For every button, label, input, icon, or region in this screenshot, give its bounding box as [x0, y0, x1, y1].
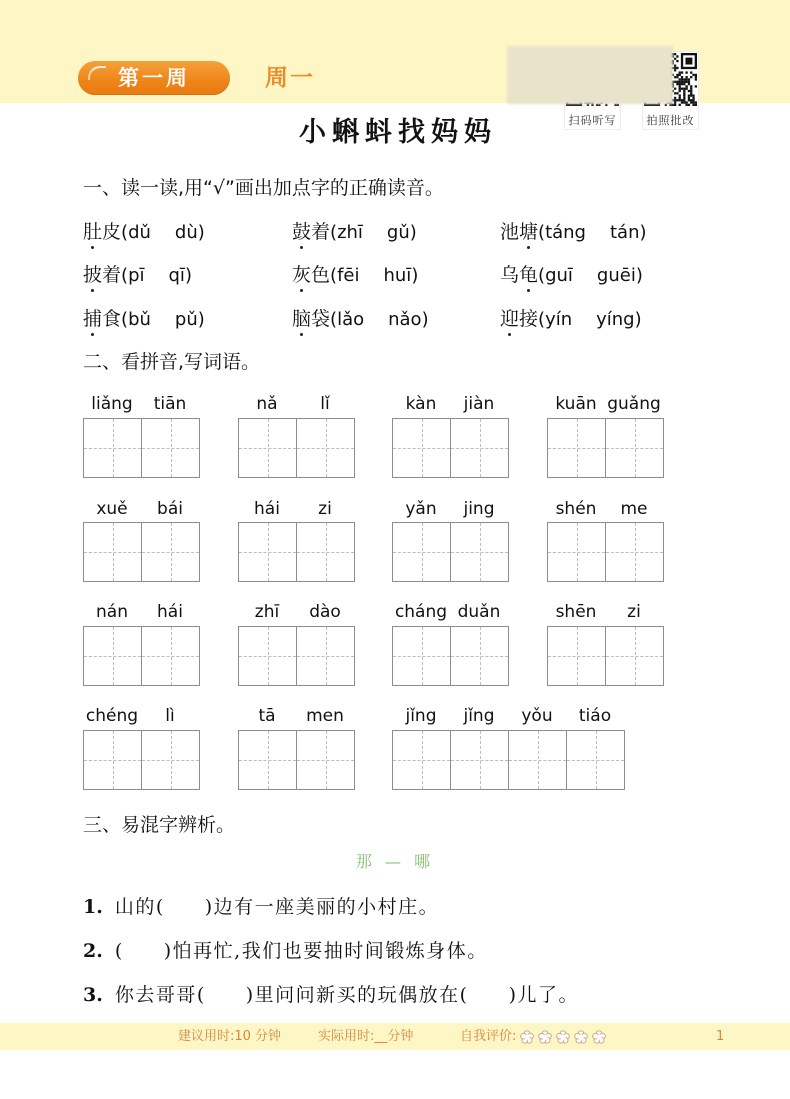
- sentence-text: )怕再忙,我们也要抽时间锻炼身体。: [163, 940, 488, 962]
- writing-box-group: [547, 418, 664, 478]
- dotted-character: 鼓: [292, 221, 312, 243]
- writing-cell[interactable]: [450, 523, 508, 581]
- pinyin-label: dào: [309, 602, 341, 622]
- pinyin-label: xuě: [96, 499, 128, 519]
- pinyin-label: kàn: [405, 394, 437, 414]
- paren-close: ): [421, 309, 429, 330]
- qr-dictation-label: 扫码听写: [568, 114, 617, 127]
- pinyin-label: tiáo: [578, 706, 612, 726]
- writing-cell[interactable]: [605, 523, 663, 581]
- dotted-character: 龟: [519, 264, 539, 286]
- paren-open: (: [121, 265, 129, 286]
- suggested-time: 建议用时:10 分钟: [178, 1029, 282, 1044]
- paren-open: (: [121, 222, 129, 243]
- answer-blank[interactable]: [165, 898, 205, 918]
- writing-cell[interactable]: [239, 731, 296, 789]
- writing-cell[interactable]: [239, 523, 296, 581]
- pinyin-label: bái: [157, 499, 183, 519]
- paren-open: (: [330, 309, 338, 330]
- pronunciation-item: [292, 307, 429, 331]
- writing-box-group: [238, 522, 355, 582]
- writing-box-group: [392, 418, 509, 478]
- writing-box-group: [238, 626, 355, 686]
- pinyin-label: zi: [318, 499, 332, 519]
- paren-close: ): [184, 265, 192, 286]
- paren-close: ): [197, 309, 205, 330]
- writing-cell[interactable]: [239, 419, 296, 477]
- character: 着: [311, 221, 331, 243]
- section1-heading: 一、读一读,用“√”画出加点字的正确读音。: [83, 177, 444, 199]
- pinyin-label: zi: [627, 602, 641, 622]
- writing-cell[interactable]: [296, 627, 354, 685]
- answer-blank[interactable]: [124, 942, 164, 962]
- writing-cell[interactable]: [450, 419, 508, 477]
- blurred-overlay: [507, 46, 673, 104]
- writing-cell[interactable]: [393, 731, 450, 789]
- dotted-character: 捕: [83, 308, 103, 330]
- character: 乌: [500, 264, 520, 286]
- pinyin-label: hái: [157, 602, 183, 622]
- paren-open: (: [538, 265, 546, 286]
- paren-close: ): [639, 222, 647, 243]
- pinyin-label: kuān: [555, 394, 597, 414]
- pinyin-label: cháng: [394, 602, 448, 622]
- pinyin-label: yǎn: [405, 499, 437, 519]
- section2-heading: 二、看拼音,写词语。: [83, 351, 261, 373]
- pinyin-option[interactable]: bǔ: [128, 309, 151, 330]
- writing-box-group: [392, 522, 509, 582]
- writing-cell[interactable]: [141, 523, 199, 581]
- writing-cell[interactable]: [508, 731, 566, 789]
- pinyin-label: shén: [555, 499, 597, 519]
- writing-cell[interactable]: [141, 419, 199, 477]
- page-title: 小蝌蚪找妈妈: [299, 117, 497, 148]
- pinyin-label: chéng: [85, 706, 139, 726]
- rating-flower-icon[interactable]: [592, 1030, 606, 1044]
- pinyin-option[interactable]: pǔ: [174, 309, 198, 330]
- fill-blank-sentence: [83, 939, 488, 963]
- writing-cell[interactable]: [450, 627, 508, 685]
- section3-heading: 三、易混字辨析。: [83, 814, 236, 836]
- writing-cell[interactable]: [296, 731, 354, 789]
- writing-box-group: [83, 522, 200, 582]
- pinyin-option[interactable]: zhī: [337, 222, 363, 243]
- pinyin-label: guǎng: [607, 394, 661, 414]
- pinyin-option[interactable]: nǎo: [388, 309, 422, 330]
- pinyin-option[interactable]: pī: [128, 265, 145, 286]
- pinyin-label: jǐng: [463, 706, 495, 726]
- pronunciation-item: [83, 307, 205, 331]
- writing-cell[interactable]: [548, 627, 605, 685]
- paren-open: (: [121, 309, 129, 330]
- pinyin-label: tā: [258, 706, 276, 726]
- sentence-number: 2.: [83, 940, 103, 962]
- writing-box-group: [238, 730, 355, 790]
- pronunciation-item: [83, 263, 192, 287]
- pinyin-label: jing: [463, 499, 495, 519]
- pinyin-label: shēn: [555, 602, 597, 622]
- paren-close: ): [635, 265, 643, 286]
- pinyin-label: nán: [96, 602, 128, 622]
- character: 袋: [311, 308, 331, 330]
- dotted-character: 迎: [500, 308, 520, 330]
- pinyin-label: duǎn: [457, 602, 501, 622]
- pinyin-label: me: [620, 499, 648, 519]
- pinyin-option[interactable]: huī: [383, 265, 412, 286]
- character: 接: [519, 308, 539, 330]
- paren-open: (: [330, 222, 338, 243]
- writing-cell[interactable]: [296, 419, 354, 477]
- dotted-character: 披: [83, 264, 103, 286]
- pinyin-option[interactable]: yín: [545, 309, 573, 330]
- confusable-pair: 那 — 哪: [355, 852, 435, 871]
- paren-close: ): [411, 265, 419, 286]
- paren-close: ): [197, 222, 205, 243]
- pinyin-option[interactable]: fēi: [337, 265, 360, 286]
- writing-cell[interactable]: [84, 419, 141, 477]
- pronunciation-item: [292, 220, 417, 244]
- writing-cell[interactable]: [605, 627, 663, 685]
- pronunciation-item: [292, 263, 418, 287]
- dotted-character: 脑: [292, 308, 312, 330]
- paren-close: ): [634, 309, 642, 330]
- pinyin-label: tiān: [153, 394, 187, 414]
- character: 色: [311, 264, 331, 286]
- sentence-text: 你去哥哥(: [114, 984, 206, 1006]
- writing-box-group: [392, 626, 509, 686]
- pinyin-label: zhī: [254, 602, 280, 622]
- writing-cell[interactable]: [548, 523, 605, 581]
- week-badge-label: 第一周: [118, 66, 190, 90]
- pinyin-label: lǐ: [320, 394, 330, 414]
- rating-flower-icon[interactable]: [556, 1030, 570, 1044]
- pinyin-label: men: [306, 706, 344, 726]
- pinyin-option[interactable]: guēi: [596, 265, 636, 286]
- character: 食: [102, 308, 122, 330]
- actual-time[interactable]: 实际用时:__分钟: [318, 1029, 414, 1044]
- writing-cell[interactable]: [84, 731, 141, 789]
- pinyin-label: lì: [165, 706, 175, 726]
- sentence-text: )儿了。: [508, 984, 580, 1006]
- pronunciation-item: [83, 220, 205, 244]
- pinyin-label: jǐng: [405, 706, 437, 726]
- dotted-character: 肚: [83, 221, 103, 243]
- pinyin-option[interactable]: dǔ: [128, 222, 151, 243]
- day-label: 周一: [265, 65, 315, 91]
- pinyin-option[interactable]: dù: [174, 222, 198, 243]
- sentence-number: 3.: [83, 984, 103, 1006]
- sentence-text: 山的(: [114, 896, 165, 918]
- writing-box-group: [392, 730, 625, 790]
- character: 着: [102, 264, 122, 286]
- pinyin-label: hái: [254, 499, 280, 519]
- pinyin-label: yǒu: [521, 706, 553, 726]
- paren-close: ): [409, 222, 417, 243]
- paren-open: (: [538, 309, 546, 330]
- pinyin-label: liǎng: [91, 394, 133, 414]
- writing-box-group: [83, 418, 200, 478]
- dotted-character: 灰: [292, 264, 312, 286]
- pronunciation-item: [500, 263, 643, 287]
- character: 池: [500, 221, 520, 243]
- self-rating-label: 自我评价:: [460, 1029, 517, 1044]
- pinyin-option[interactable]: qī: [168, 265, 185, 286]
- page-number: 1: [716, 1029, 725, 1044]
- sentence-text: (: [114, 940, 124, 962]
- sentence-number: 1.: [83, 896, 103, 918]
- writing-cell[interactable]: [393, 419, 450, 477]
- writing-cell[interactable]: [605, 419, 663, 477]
- writing-cell[interactable]: [141, 731, 199, 789]
- character: 皮: [102, 221, 122, 243]
- pinyin-option[interactable]: yíng: [596, 309, 635, 330]
- rating-flower-icon[interactable]: [538, 1030, 552, 1044]
- writing-cell[interactable]: [450, 731, 508, 789]
- pinyin-label: jiàn: [463, 394, 495, 414]
- pinyin-option[interactable]: gǔ: [386, 222, 410, 243]
- rating-flower-icon[interactable]: [520, 1030, 534, 1044]
- answer-blank[interactable]: [469, 986, 509, 1006]
- writing-box-group: [547, 522, 664, 582]
- pinyin-option[interactable]: lǎo: [337, 309, 365, 330]
- writing-cell[interactable]: [239, 627, 296, 685]
- pronunciation-item: [500, 307, 642, 331]
- rating-flower-icon[interactable]: [574, 1030, 588, 1044]
- writing-cell[interactable]: [566, 731, 624, 789]
- sentence-text: )边有一座美丽的小村庄。: [204, 896, 440, 918]
- pinyin-label: nǎ: [256, 394, 278, 414]
- week-badge: [78, 61, 230, 95]
- writing-cell[interactable]: [84, 523, 141, 581]
- pronunciation-item: [500, 220, 647, 244]
- paren-open: (: [538, 222, 546, 243]
- answer-blank[interactable]: [206, 986, 246, 1006]
- writing-cell[interactable]: [393, 523, 450, 581]
- pinyin-option[interactable]: táng: [545, 222, 586, 243]
- pinyin-option[interactable]: tán: [609, 222, 640, 243]
- pinyin-option[interactable]: guī: [545, 265, 573, 286]
- writing-box-group: [547, 626, 664, 686]
- fill-blank-sentence: [83, 895, 439, 919]
- paren-open: (: [330, 265, 338, 286]
- writing-box-group: [83, 730, 200, 790]
- fill-blank-sentence: [83, 983, 579, 1007]
- qr-photo-grading-label: 拍照批改: [646, 114, 695, 127]
- writing-box-group: [238, 418, 355, 478]
- sentence-text: )里问问新买的玩偶放在(: [245, 984, 469, 1006]
- writing-cell[interactable]: [141, 627, 199, 685]
- self-rating-flowers[interactable]: [520, 1030, 606, 1044]
- dotted-character: 塘: [519, 221, 539, 243]
- writing-cell[interactable]: [393, 627, 450, 685]
- writing-cell[interactable]: [84, 627, 141, 685]
- writing-box-group: [83, 626, 200, 686]
- writing-cell[interactable]: [548, 419, 605, 477]
- writing-cell[interactable]: [296, 523, 354, 581]
